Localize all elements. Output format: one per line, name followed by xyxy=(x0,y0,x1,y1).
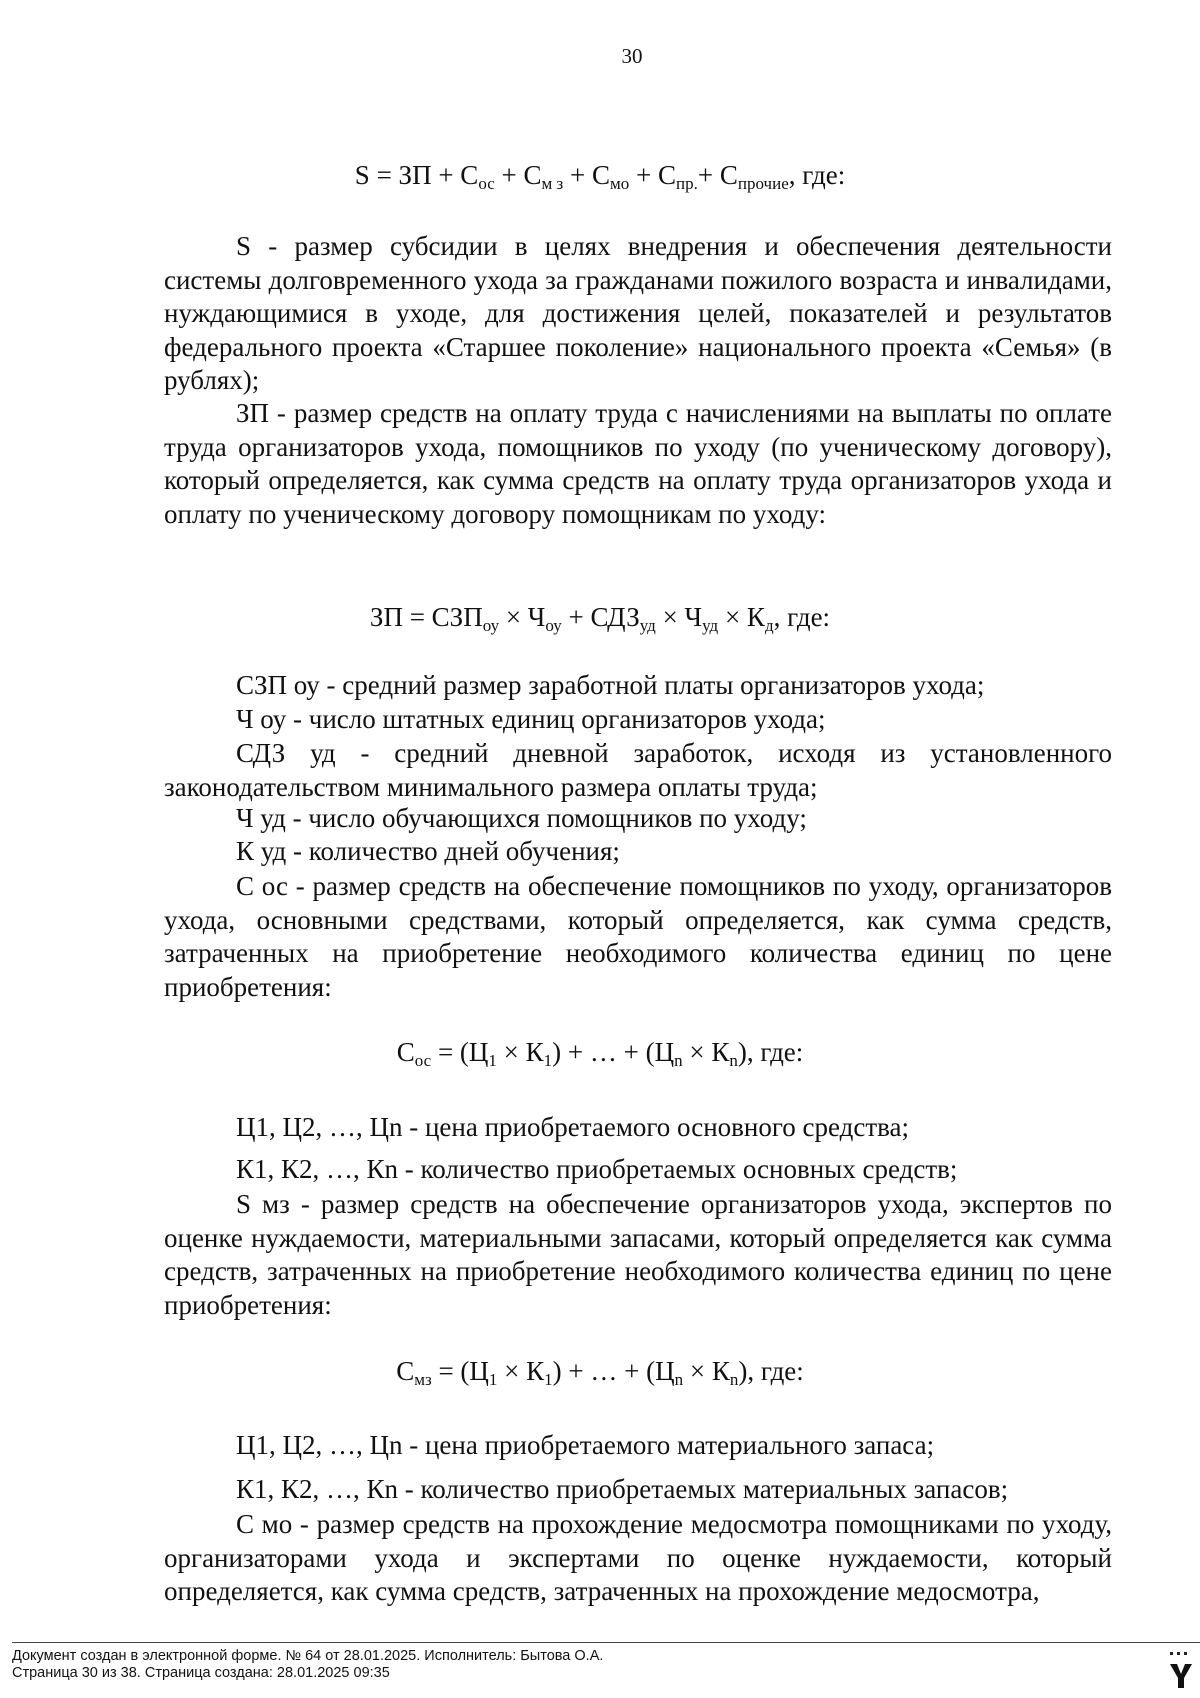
formula-cos xyxy=(0,1037,1200,1068)
formula-cos-text: $С_{ос} = (Ц_1 \times К_1)$ + … + $(Ц_n \times К_n)$, где: xyxy=(396,1037,804,1070)
footer-divider xyxy=(12,1642,1200,1643)
footer-line-2: Страница 30 из 38. Страница создана: 28.01.2025 09:35 xyxy=(12,1665,390,1681)
paragraph-cos-definition: С ос - размер средств на обеспечение помощников по уходу, организаторов ухода, основными средствами, который определяется, как сумма средств, затраченных на приобретение необходимого количества единиц по цене приобретения: xyxy=(164,871,1112,1002)
definition-cos-qty: К1, К2, …, Кn - количество приобретаемых основных средств; xyxy=(236,1154,958,1184)
formula-cmz xyxy=(0,1356,1200,1387)
paragraph-cmo-definition: С мо - размер средств на прохождение медосмотра помощниками по уходу, организаторами ухода и экспертами по оценке нуждаемости, который определяется, как сумма средств, затраченных на прохождение медосмотра, xyxy=(164,1509,1112,1606)
formula-s xyxy=(0,160,1200,191)
electronic-signature-icon xyxy=(1168,1650,1194,1690)
formula-zp xyxy=(0,602,1200,633)
paragraph-sdz-definition: СДЗ уд - средний дневной заработок, исходя из установленного законодательством минимального размера оплаты труда; xyxy=(164,738,1112,802)
paragraph-smz-definition: S мз - размер средств на обеспечение организаторов ухода, экспертов по оценке нуждаемости, материальными запасами, который определяется как сумма средств, затраченных на приобретение необходимого количества единиц по цене приобретения: xyxy=(164,1189,1112,1320)
definition-cos-price: Ц1, Ц2, …, Цn - цена приобретаемого основного средства; xyxy=(236,1112,910,1142)
document-footer xyxy=(12,1648,603,1682)
paragraph-zp-definition: ЗП - размер средств на оплату труда с начислениями на выплаты по оплате труда организаторов ухода, помощников по уходу (по ученическому договору), который определяется, как сумма средств на оплату труда организаторов ухода и оплату по ученическому договору помощникам по уходу: xyxy=(164,398,1112,529)
definition-chud: Ч уд - число обучающихся помощников по уходу; xyxy=(236,803,807,833)
definition-szp: СЗП оу - средний размер заработной платы организаторов ухода; xyxy=(236,670,985,700)
formula-zp-text: ЗП = $СЗП_{оу} \times Ч_{оу} + СДЗ_{уд} \times Ч_{уд} \times К_д$, где: xyxy=(369,602,831,635)
formula-s-text: S = ЗП + $С_{ос} + С_{м з} + С_{мо} + С_{пр.}+ С_{прочие}$, где: xyxy=(354,160,846,193)
definition-cmz-qty: К1, К2, …, Кn - количество приобретаемых материальных запасов; xyxy=(236,1474,1009,1504)
definition-chou: Ч оу - число штатных единиц организаторов ухода; xyxy=(236,704,826,734)
paragraph-s-definition: S - размер субсидии в целях внедрения и обеспечения деятельности системы долговременного ухода за гражданами пожилого возраста и инвалидами, нуждающимися в уходе, для достижения целей, показателей и результатов федерального проекта «Старшее поколение» национального проекта «Семья» (в рублях); xyxy=(164,231,1112,395)
page-number: 30 xyxy=(621,44,643,68)
definition-kud: К уд - количество дней обучения; xyxy=(236,836,620,866)
formula-cmz-text: $С_{мз} = (Ц_1 \times К_1)$ + … + $(Ц_n \times К_n)$, где: xyxy=(396,1356,804,1389)
footer-line-1: Документ создан в электронной форме. № 64 от 28.01.2025. Исполнитель: Бытова О.А. xyxy=(12,1648,604,1664)
definition-cmz-price: Ц1, Ц2, …, Цn - цена приобретаемого материального запаса; xyxy=(236,1430,935,1460)
